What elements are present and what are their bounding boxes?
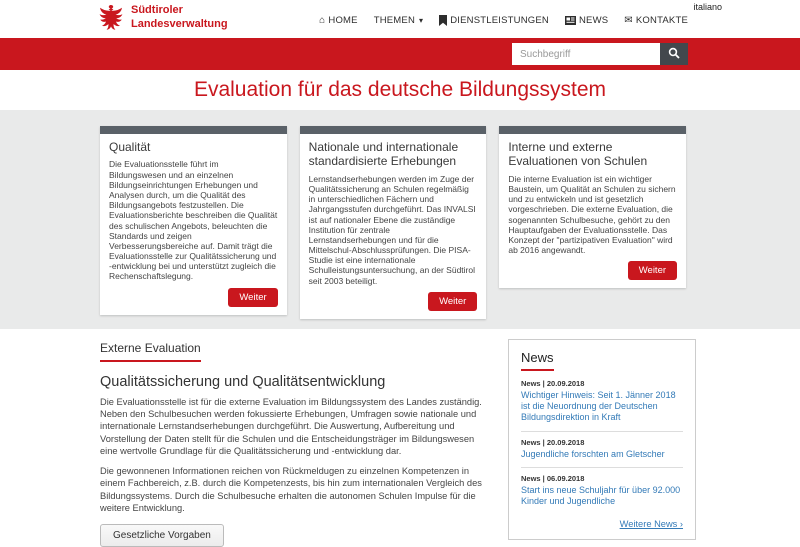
nav-item-home[interactable] bbox=[319, 15, 358, 26]
nav-item-dienstleistungen[interactable] bbox=[439, 15, 549, 26]
nav-label-themen: THEMEN bbox=[373, 15, 416, 26]
mail-icon: ✉ bbox=[624, 14, 633, 26]
article-heading: Qualitätssicherung und Qualitätsentwicklung bbox=[100, 373, 386, 390]
nav-item-themen[interactable] bbox=[374, 15, 424, 26]
news-link[interactable]: Wichtiger Hinweis: Seit 1. Jänner 2018 ist die Neuordnung der Deutschen Bildungsdirektion in Kraft bbox=[521, 389, 676, 423]
cards-row bbox=[100, 126, 686, 319]
news-link[interactable]: Start ins neue Schuljahr für über 92.000 Kinder und Jugendliche bbox=[521, 484, 681, 507]
search-bar-band bbox=[0, 38, 800, 70]
news-box bbox=[508, 339, 696, 541]
news-item bbox=[521, 432, 683, 468]
nav-label-kontakte: KONTAKTE bbox=[635, 15, 688, 26]
externe-evaluation-article bbox=[100, 339, 492, 547]
card-evaluationen bbox=[499, 126, 686, 288]
news-meta: News | 20.09.2018 bbox=[521, 378, 585, 388]
search-form bbox=[512, 43, 688, 65]
tyrolean-eagle-icon bbox=[98, 3, 124, 33]
news-item bbox=[521, 468, 683, 515]
page-title: Evaluation für das deutsche Bildungssystem bbox=[193, 78, 607, 101]
card-title: Qualität bbox=[109, 140, 151, 154]
news-item bbox=[521, 373, 683, 432]
nav-label-news: NEWS bbox=[578, 15, 609, 26]
news-title: News bbox=[521, 350, 554, 371]
brand-name-line1: Südtiroler bbox=[131, 4, 183, 17]
nav-label-dienstleistungen: DIENSTLEISTUNGEN bbox=[450, 15, 549, 26]
search-input[interactable] bbox=[512, 43, 660, 65]
card-text: Die interne Evaluation ist ein wichtiger Baustein, um Qualität an Schulen zu sichern und zu entwickeln und ist gesetzlich vorgeschrieben. Die externe Evaluation, die sogenannten Schulbesuche, gehört zu den Hauptaufgaben der Evaluationsstelle. Das Konzept der "partizipativen Evaluation" wird ab 2016 angewandt. bbox=[508, 173, 676, 256]
card-title: Interne und externe Evaluationen von Schulen bbox=[508, 140, 648, 169]
home-icon: ⌂ bbox=[319, 14, 326, 26]
article-paragraph-2: Die gewonnenen Informationen reichen von Rückmeldugen zu einzelnen Kompetenzen in einem Fachbereich, z.B. durch die Kompetenzests, bis hin zum internationalen Vergleich des Bildungssystems. Durch die Schulbesuche erhalten die autonomen Schulen Impulse für die weitere Entwicklung. bbox=[100, 466, 482, 513]
hero-section bbox=[0, 70, 800, 110]
card-qualitaet bbox=[100, 126, 287, 315]
weiter-button[interactable]: Weiter bbox=[428, 292, 477, 311]
search-icon bbox=[668, 47, 680, 62]
main-nav bbox=[319, 15, 688, 26]
language-link-italiano[interactable]: italiano bbox=[693, 2, 722, 12]
news-meta: News | 20.09.2018 bbox=[521, 437, 585, 447]
gesetzliche-vorgaben-button[interactable]: Gesetzliche Vorgaben bbox=[100, 524, 224, 547]
news-link[interactable]: Jugendliche forschten am Gletscher bbox=[521, 448, 665, 459]
card-erhebungen bbox=[300, 126, 487, 319]
brand-name-line2: Landesverwaltung bbox=[131, 18, 228, 30]
bookmark-icon bbox=[439, 15, 447, 26]
chevron-down-icon: ▾ bbox=[419, 16, 424, 25]
lower-section bbox=[100, 339, 696, 547]
nav-item-news[interactable] bbox=[565, 15, 608, 26]
news-icon bbox=[565, 16, 576, 25]
brand-logo[interactable] bbox=[98, 3, 228, 33]
card-title: Nationale und internationale standardisierte Erhebungen bbox=[308, 140, 459, 169]
cards-band bbox=[0, 110, 800, 329]
site-header bbox=[0, 0, 800, 38]
nav-item-kontakte[interactable] bbox=[624, 15, 688, 26]
search-button[interactable] bbox=[660, 43, 688, 65]
weitere-news-link[interactable]: Weitere News › bbox=[619, 519, 683, 530]
brand-name bbox=[131, 4, 228, 32]
article-paragraph-1: Die Evaluationsstelle ist für die externe Evaluation im Bildungssystem des Landes zuständig. Neben den Schulbesuchen werden fokussierte Erhebungen, Umfragen sowie nationale und internationale Lernstandserhebungen durchgeführt. Die Auswertung, Aufbereitung und Vorstellung der Daten stellt für die Schulen und die Entscheidungsträger im Bildungswesen eine wertvolle Grundlage für die Qualitätssicherung und -entwicklung dar. bbox=[100, 396, 482, 456]
news-meta: News | 06.09.2018 bbox=[521, 473, 585, 483]
weiter-button[interactable]: Weiter bbox=[628, 261, 677, 280]
nav-label-home: HOME bbox=[328, 15, 358, 26]
card-topbar bbox=[100, 126, 287, 134]
section-eyebrow: Externe Evaluation bbox=[100, 341, 201, 362]
card-topbar bbox=[300, 126, 487, 134]
card-text: Die Evaluationsstelle führt im Bildungswesen und an einzelnen Bildungseinrichtungen Erhebungen und Analysen durch, um die Qualität des Bildungsangebots festzustellen. Die Evaluationsberichte beschreiben die Qualität des schulischen Angebots, beleuchten die Standards und zeigen Verbesserungsbereiche auf. Damit trägt die Evaluationsstelle zur Qualitätssicherung und -entwicklung bei und unterstützt zugleich die Rechenschaftslegung. bbox=[109, 159, 278, 282]
weiter-button[interactable]: Weiter bbox=[228, 288, 277, 307]
card-topbar bbox=[499, 126, 686, 134]
card-text: Lernstandserhebungen werden im Zuge der Qualitätssicherung an Schulen regelmäßig in unterschiedlichen Fächern und Jahrgangsstufen durchgeführt. Das INVALSI ist auf nationaler Ebene die zuständige Institution für zentrale Lernstandserhebungen und für die Mittelschul-Abschlussprüfungen. Die PISA-Studie ist eine internationale Schulleistungsuntersuchung, an der Südtirol seit 2003 beteiligt. bbox=[308, 173, 476, 286]
